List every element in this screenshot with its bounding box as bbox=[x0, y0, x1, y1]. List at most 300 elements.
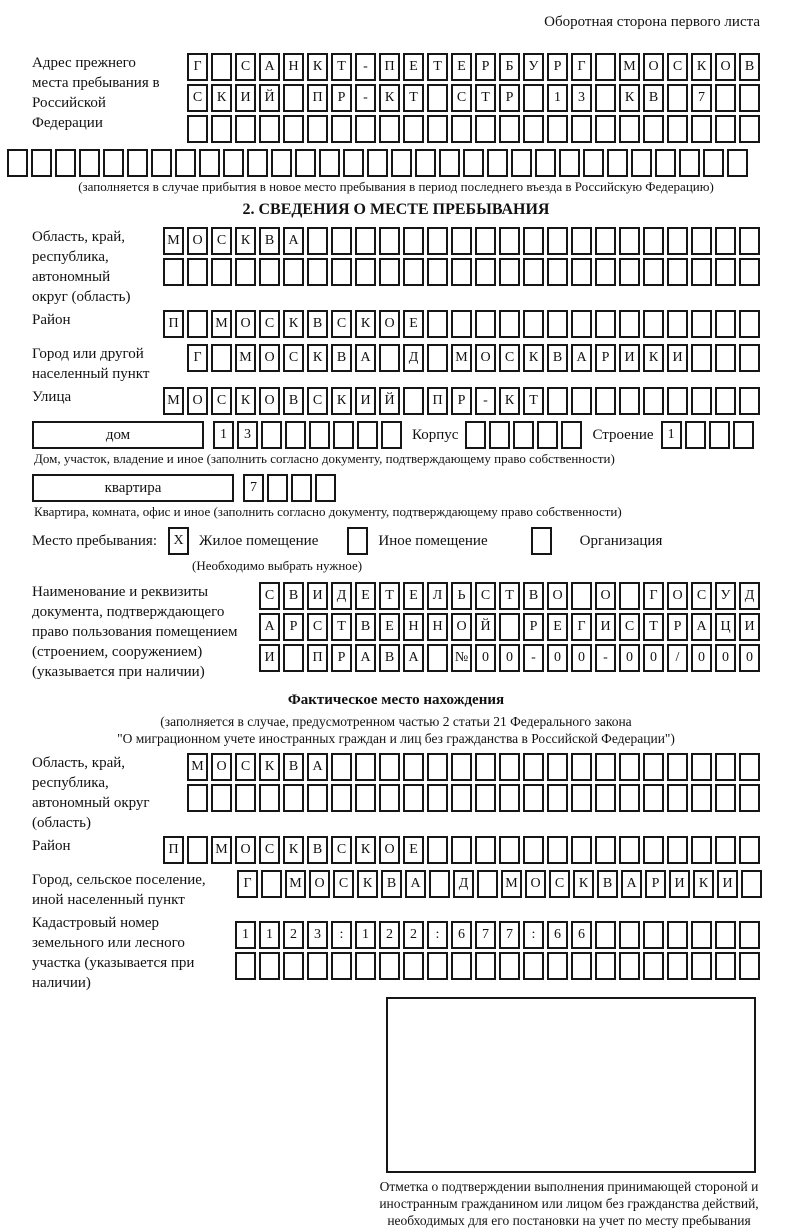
char-box[interactable] bbox=[151, 149, 172, 177]
char-box[interactable] bbox=[187, 115, 208, 143]
char-box[interactable]: Г bbox=[643, 582, 664, 610]
char-box[interactable]: В bbox=[259, 227, 280, 255]
char-box[interactable]: А bbox=[355, 344, 376, 372]
char-box[interactable] bbox=[547, 387, 568, 415]
char-box[interactable] bbox=[547, 753, 568, 781]
char-box[interactable]: К bbox=[573, 870, 594, 898]
char-box[interactable]: П bbox=[163, 310, 184, 338]
char-box[interactable]: О bbox=[211, 753, 232, 781]
char-box[interactable] bbox=[619, 310, 640, 338]
char-box[interactable]: 1 bbox=[355, 921, 376, 949]
char-box[interactable]: X bbox=[168, 527, 189, 555]
char-box[interactable] bbox=[307, 115, 328, 143]
char-box[interactable]: - bbox=[475, 387, 496, 415]
char-box[interactable] bbox=[247, 149, 268, 177]
char-box[interactable]: 0 bbox=[715, 644, 736, 672]
char-box[interactable]: И bbox=[669, 870, 690, 898]
char-box[interactable]: 0 bbox=[691, 644, 712, 672]
char-box[interactable] bbox=[307, 952, 328, 980]
char-box[interactable] bbox=[283, 115, 304, 143]
char-box[interactable] bbox=[163, 258, 184, 286]
char-box[interactable]: А bbox=[307, 753, 328, 781]
char-box[interactable] bbox=[667, 84, 688, 112]
char-box[interactable]: Н bbox=[403, 613, 424, 641]
char-box[interactable]: С bbox=[619, 613, 640, 641]
char-box[interactable]: Н bbox=[427, 613, 448, 641]
char-box[interactable]: Р bbox=[595, 344, 616, 372]
char-box[interactable] bbox=[391, 149, 412, 177]
char-box[interactable]: В bbox=[381, 870, 402, 898]
char-box[interactable] bbox=[547, 310, 568, 338]
char-box[interactable] bbox=[379, 344, 400, 372]
char-box[interactable] bbox=[343, 149, 364, 177]
char-box[interactable] bbox=[499, 836, 520, 864]
char-box[interactable]: Т bbox=[403, 84, 424, 112]
char-box[interactable] bbox=[571, 258, 592, 286]
char-box[interactable] bbox=[427, 84, 448, 112]
char-box[interactable] bbox=[619, 921, 640, 949]
char-box[interactable] bbox=[331, 784, 352, 812]
char-box[interactable]: 7 bbox=[475, 921, 496, 949]
char-box[interactable]: 6 bbox=[451, 921, 472, 949]
char-box[interactable] bbox=[643, 115, 664, 143]
char-box[interactable] bbox=[355, 753, 376, 781]
char-box[interactable] bbox=[547, 258, 568, 286]
char-box[interactable] bbox=[715, 387, 736, 415]
char-box[interactable]: И bbox=[667, 344, 688, 372]
char-box[interactable] bbox=[643, 227, 664, 255]
char-box[interactable] bbox=[367, 149, 388, 177]
char-box[interactable] bbox=[643, 310, 664, 338]
char-box[interactable] bbox=[427, 836, 448, 864]
char-box[interactable] bbox=[739, 952, 760, 980]
char-box[interactable] bbox=[331, 258, 352, 286]
char-box[interactable] bbox=[259, 784, 280, 812]
char-box[interactable]: С bbox=[499, 344, 520, 372]
char-box[interactable]: М bbox=[235, 344, 256, 372]
char-box[interactable]: О bbox=[451, 613, 472, 641]
char-box[interactable] bbox=[103, 149, 124, 177]
char-box[interactable] bbox=[523, 310, 544, 338]
char-box[interactable]: 0 bbox=[619, 644, 640, 672]
char-box[interactable] bbox=[547, 115, 568, 143]
char-box[interactable] bbox=[715, 115, 736, 143]
char-box[interactable] bbox=[679, 149, 700, 177]
char-box[interactable]: Т bbox=[331, 53, 352, 81]
char-box[interactable]: М bbox=[619, 53, 640, 81]
char-box[interactable]: О bbox=[547, 582, 568, 610]
char-box[interactable] bbox=[403, 115, 424, 143]
char-box[interactable]: Р bbox=[645, 870, 666, 898]
char-box[interactable] bbox=[187, 258, 208, 286]
char-box[interactable]: О bbox=[187, 387, 208, 415]
char-box[interactable] bbox=[513, 421, 534, 449]
char-box[interactable] bbox=[595, 921, 616, 949]
char-box[interactable] bbox=[427, 227, 448, 255]
char-box[interactable] bbox=[523, 115, 544, 143]
char-box[interactable]: Д bbox=[331, 582, 352, 610]
char-box[interactable] bbox=[415, 149, 436, 177]
char-box[interactable] bbox=[715, 344, 736, 372]
char-box[interactable]: 0 bbox=[547, 644, 568, 672]
char-box[interactable] bbox=[595, 952, 616, 980]
char-box[interactable] bbox=[537, 421, 558, 449]
char-box[interactable] bbox=[475, 227, 496, 255]
char-box[interactable]: С bbox=[259, 582, 280, 610]
char-box[interactable] bbox=[331, 115, 352, 143]
char-box[interactable]: Т bbox=[499, 582, 520, 610]
char-box[interactable]: А bbox=[259, 53, 280, 81]
char-box[interactable] bbox=[733, 421, 754, 449]
char-box[interactable]: С bbox=[549, 870, 570, 898]
char-box[interactable] bbox=[559, 149, 580, 177]
char-box[interactable] bbox=[55, 149, 76, 177]
char-box[interactable] bbox=[211, 115, 232, 143]
char-box[interactable] bbox=[463, 149, 484, 177]
char-box[interactable] bbox=[475, 115, 496, 143]
char-box[interactable]: Т bbox=[643, 613, 664, 641]
char-box[interactable]: : bbox=[427, 921, 448, 949]
char-box[interactable] bbox=[595, 387, 616, 415]
char-box[interactable] bbox=[355, 258, 376, 286]
char-box[interactable]: Й bbox=[259, 84, 280, 112]
char-box[interactable] bbox=[427, 344, 448, 372]
char-box[interactable] bbox=[571, 753, 592, 781]
char-box[interactable] bbox=[235, 952, 256, 980]
char-box[interactable] bbox=[259, 258, 280, 286]
char-box[interactable] bbox=[709, 421, 730, 449]
char-box[interactable] bbox=[475, 258, 496, 286]
char-box[interactable]: К bbox=[259, 753, 280, 781]
char-box[interactable]: А bbox=[259, 613, 280, 641]
char-box[interactable] bbox=[199, 149, 220, 177]
char-box[interactable]: В bbox=[307, 836, 328, 864]
char-box[interactable] bbox=[489, 421, 510, 449]
char-box[interactable] bbox=[499, 310, 520, 338]
char-box[interactable] bbox=[451, 227, 472, 255]
char-box[interactable]: 0 bbox=[499, 644, 520, 672]
char-box[interactable] bbox=[477, 870, 498, 898]
char-box[interactable]: Т bbox=[331, 613, 352, 641]
char-box[interactable]: 3 bbox=[237, 421, 258, 449]
char-box[interactable]: С bbox=[333, 870, 354, 898]
char-box[interactable]: А bbox=[355, 644, 376, 672]
char-box[interactable] bbox=[715, 784, 736, 812]
char-box[interactable]: И bbox=[307, 582, 328, 610]
char-box[interactable]: Д bbox=[403, 344, 424, 372]
char-box[interactable] bbox=[643, 836, 664, 864]
char-box[interactable]: С bbox=[259, 836, 280, 864]
char-box[interactable] bbox=[619, 227, 640, 255]
char-box[interactable]: 0 bbox=[475, 644, 496, 672]
char-box[interactable] bbox=[571, 784, 592, 812]
char-box[interactable] bbox=[523, 84, 544, 112]
char-box[interactable] bbox=[175, 149, 196, 177]
char-box[interactable]: 1 bbox=[235, 921, 256, 949]
char-box[interactable] bbox=[523, 836, 544, 864]
char-box[interactable]: 1 bbox=[259, 921, 280, 949]
char-box[interactable] bbox=[283, 784, 304, 812]
char-box[interactable] bbox=[715, 836, 736, 864]
char-box[interactable]: В bbox=[283, 387, 304, 415]
char-box[interactable] bbox=[347, 527, 368, 555]
char-box[interactable] bbox=[427, 784, 448, 812]
char-box[interactable]: А bbox=[691, 613, 712, 641]
char-box[interactable] bbox=[235, 258, 256, 286]
char-box[interactable] bbox=[211, 258, 232, 286]
char-box[interactable] bbox=[715, 753, 736, 781]
char-box[interactable] bbox=[739, 836, 760, 864]
char-box[interactable]: В bbox=[283, 582, 304, 610]
char-box[interactable] bbox=[451, 952, 472, 980]
char-box[interactable]: К bbox=[307, 344, 328, 372]
char-box[interactable] bbox=[619, 387, 640, 415]
char-box[interactable]: 0 bbox=[643, 644, 664, 672]
char-box[interactable]: С bbox=[307, 613, 328, 641]
char-box[interactable] bbox=[595, 784, 616, 812]
char-box[interactable]: 3 bbox=[571, 84, 592, 112]
char-box[interactable]: М bbox=[501, 870, 522, 898]
char-box[interactable]: К bbox=[283, 836, 304, 864]
char-box[interactable] bbox=[451, 258, 472, 286]
char-box[interactable] bbox=[667, 921, 688, 949]
char-box[interactable] bbox=[547, 836, 568, 864]
char-box[interactable] bbox=[475, 836, 496, 864]
char-box[interactable] bbox=[595, 84, 616, 112]
char-box[interactable] bbox=[571, 582, 592, 610]
char-box[interactable]: К bbox=[307, 53, 328, 81]
char-box[interactable] bbox=[487, 149, 508, 177]
char-box[interactable]: С bbox=[187, 84, 208, 112]
char-box[interactable]: - bbox=[355, 84, 376, 112]
char-box[interactable]: Г bbox=[187, 344, 208, 372]
char-box[interactable]: И bbox=[739, 613, 760, 641]
char-box[interactable]: 2 bbox=[283, 921, 304, 949]
char-box[interactable] bbox=[211, 53, 232, 81]
char-box[interactable] bbox=[403, 387, 424, 415]
char-box[interactable] bbox=[741, 870, 762, 898]
char-box[interactable] bbox=[739, 753, 760, 781]
char-box[interactable] bbox=[715, 921, 736, 949]
char-box[interactable]: Ь bbox=[451, 582, 472, 610]
char-box[interactable] bbox=[571, 310, 592, 338]
char-box[interactable]: Й bbox=[379, 387, 400, 415]
char-box[interactable] bbox=[667, 310, 688, 338]
char-box[interactable] bbox=[739, 387, 760, 415]
char-box[interactable] bbox=[631, 149, 652, 177]
char-box[interactable] bbox=[261, 870, 282, 898]
char-box[interactable] bbox=[355, 227, 376, 255]
char-box[interactable] bbox=[331, 952, 352, 980]
char-box[interactable]: Г bbox=[187, 53, 208, 81]
char-box[interactable] bbox=[691, 387, 712, 415]
char-box[interactable] bbox=[291, 474, 312, 502]
char-box[interactable]: О bbox=[475, 344, 496, 372]
char-box[interactable] bbox=[381, 421, 402, 449]
char-box[interactable]: С bbox=[331, 310, 352, 338]
char-box[interactable]: В bbox=[523, 582, 544, 610]
char-box[interactable]: К bbox=[283, 310, 304, 338]
char-box[interactable] bbox=[223, 149, 244, 177]
char-box[interactable] bbox=[379, 115, 400, 143]
char-box[interactable]: П bbox=[163, 836, 184, 864]
char-box[interactable] bbox=[357, 421, 378, 449]
char-box[interactable] bbox=[667, 784, 688, 812]
char-box[interactable]: Е bbox=[403, 582, 424, 610]
char-box[interactable]: К bbox=[211, 84, 232, 112]
char-box[interactable]: О bbox=[259, 387, 280, 415]
char-box[interactable]: 7 bbox=[691, 84, 712, 112]
char-box[interactable] bbox=[79, 149, 100, 177]
char-box[interactable]: Н bbox=[283, 53, 304, 81]
char-box[interactable] bbox=[643, 753, 664, 781]
char-box[interactable]: Е bbox=[451, 53, 472, 81]
char-box[interactable]: У bbox=[523, 53, 544, 81]
char-box[interactable] bbox=[403, 258, 424, 286]
char-box[interactable]: И bbox=[717, 870, 738, 898]
char-box[interactable] bbox=[715, 84, 736, 112]
char-box[interactable] bbox=[523, 258, 544, 286]
char-box[interactable] bbox=[355, 952, 376, 980]
char-box[interactable]: Г bbox=[571, 53, 592, 81]
char-box[interactable] bbox=[235, 784, 256, 812]
char-box[interactable]: О bbox=[667, 582, 688, 610]
kvartira-type-box[interactable]: квартира bbox=[32, 474, 234, 502]
char-box[interactable]: : bbox=[331, 921, 352, 949]
char-box[interactable]: 1 bbox=[661, 421, 682, 449]
char-box[interactable] bbox=[561, 421, 582, 449]
char-box[interactable] bbox=[523, 753, 544, 781]
char-box[interactable]: Д bbox=[739, 582, 760, 610]
char-box[interactable]: М bbox=[163, 387, 184, 415]
char-box[interactable]: Т bbox=[523, 387, 544, 415]
char-box[interactable] bbox=[691, 227, 712, 255]
char-box[interactable] bbox=[691, 753, 712, 781]
char-box[interactable]: Т bbox=[427, 53, 448, 81]
char-box[interactable] bbox=[643, 258, 664, 286]
char-box[interactable] bbox=[739, 227, 760, 255]
char-box[interactable] bbox=[595, 227, 616, 255]
char-box[interactable] bbox=[379, 753, 400, 781]
char-box[interactable]: 2 bbox=[379, 921, 400, 949]
char-box[interactable]: С bbox=[691, 582, 712, 610]
char-box[interactable] bbox=[739, 115, 760, 143]
char-box[interactable] bbox=[691, 784, 712, 812]
char-box[interactable]: К bbox=[357, 870, 378, 898]
char-box[interactable] bbox=[523, 227, 544, 255]
char-box[interactable] bbox=[355, 115, 376, 143]
char-box[interactable] bbox=[451, 753, 472, 781]
char-box[interactable] bbox=[211, 784, 232, 812]
char-box[interactable] bbox=[403, 753, 424, 781]
char-box[interactable]: С bbox=[307, 387, 328, 415]
char-box[interactable] bbox=[451, 310, 472, 338]
char-box[interactable]: М bbox=[451, 344, 472, 372]
char-box[interactable]: У bbox=[715, 582, 736, 610]
char-box[interactable] bbox=[403, 227, 424, 255]
char-box[interactable]: С bbox=[667, 53, 688, 81]
char-box[interactable] bbox=[547, 784, 568, 812]
char-box[interactable]: К bbox=[331, 387, 352, 415]
char-box[interactable] bbox=[595, 753, 616, 781]
char-box[interactable]: № bbox=[451, 644, 472, 672]
char-box[interactable]: Е bbox=[547, 613, 568, 641]
char-box[interactable] bbox=[499, 784, 520, 812]
char-box[interactable] bbox=[607, 149, 628, 177]
char-box[interactable] bbox=[475, 784, 496, 812]
char-box[interactable] bbox=[571, 387, 592, 415]
char-box[interactable] bbox=[739, 310, 760, 338]
char-box[interactable] bbox=[379, 784, 400, 812]
char-box[interactable]: К bbox=[235, 387, 256, 415]
char-box[interactable]: 1 bbox=[547, 84, 568, 112]
char-box[interactable]: С bbox=[451, 84, 472, 112]
char-box[interactable] bbox=[643, 387, 664, 415]
char-box[interactable] bbox=[547, 952, 568, 980]
char-box[interactable]: 3 bbox=[307, 921, 328, 949]
char-box[interactable] bbox=[667, 952, 688, 980]
char-box[interactable] bbox=[619, 784, 640, 812]
char-box[interactable] bbox=[127, 149, 148, 177]
char-box[interactable]: К bbox=[355, 836, 376, 864]
char-box[interactable] bbox=[531, 527, 552, 555]
char-box[interactable] bbox=[261, 421, 282, 449]
char-box[interactable] bbox=[691, 836, 712, 864]
char-box[interactable] bbox=[355, 784, 376, 812]
char-box[interactable]: К bbox=[379, 84, 400, 112]
char-box[interactable]: К bbox=[499, 387, 520, 415]
char-box[interactable] bbox=[595, 258, 616, 286]
char-box[interactable]: К bbox=[643, 344, 664, 372]
char-box[interactable]: О bbox=[715, 53, 736, 81]
char-box[interactable]: О bbox=[525, 870, 546, 898]
char-box[interactable]: К bbox=[355, 310, 376, 338]
char-box[interactable]: В bbox=[307, 310, 328, 338]
char-box[interactable] bbox=[715, 952, 736, 980]
char-box[interactable] bbox=[7, 149, 28, 177]
char-box[interactable] bbox=[703, 149, 724, 177]
char-box[interactable]: В bbox=[331, 344, 352, 372]
char-box[interactable] bbox=[211, 344, 232, 372]
char-box[interactable]: С bbox=[211, 227, 232, 255]
char-box[interactable] bbox=[439, 149, 460, 177]
char-box[interactable] bbox=[403, 952, 424, 980]
char-box[interactable] bbox=[667, 753, 688, 781]
char-box[interactable]: : bbox=[523, 921, 544, 949]
char-box[interactable] bbox=[259, 115, 280, 143]
char-box[interactable] bbox=[667, 387, 688, 415]
char-box[interactable] bbox=[283, 644, 304, 672]
char-box[interactable] bbox=[451, 836, 472, 864]
char-box[interactable]: Р bbox=[499, 84, 520, 112]
char-box[interactable]: О bbox=[309, 870, 330, 898]
char-box[interactable] bbox=[739, 258, 760, 286]
char-box[interactable]: С bbox=[331, 836, 352, 864]
char-box[interactable]: Р bbox=[475, 53, 496, 81]
char-box[interactable]: 0 bbox=[739, 644, 760, 672]
char-box[interactable] bbox=[187, 310, 208, 338]
char-box[interactable]: И bbox=[355, 387, 376, 415]
char-box[interactable] bbox=[499, 227, 520, 255]
char-box[interactable] bbox=[499, 952, 520, 980]
char-box[interactable] bbox=[427, 258, 448, 286]
char-box[interactable] bbox=[715, 227, 736, 255]
char-box[interactable]: И bbox=[235, 84, 256, 112]
char-box[interactable] bbox=[379, 952, 400, 980]
char-box[interactable]: Й bbox=[475, 613, 496, 641]
char-box[interactable]: Е bbox=[403, 53, 424, 81]
char-box[interactable] bbox=[685, 421, 706, 449]
